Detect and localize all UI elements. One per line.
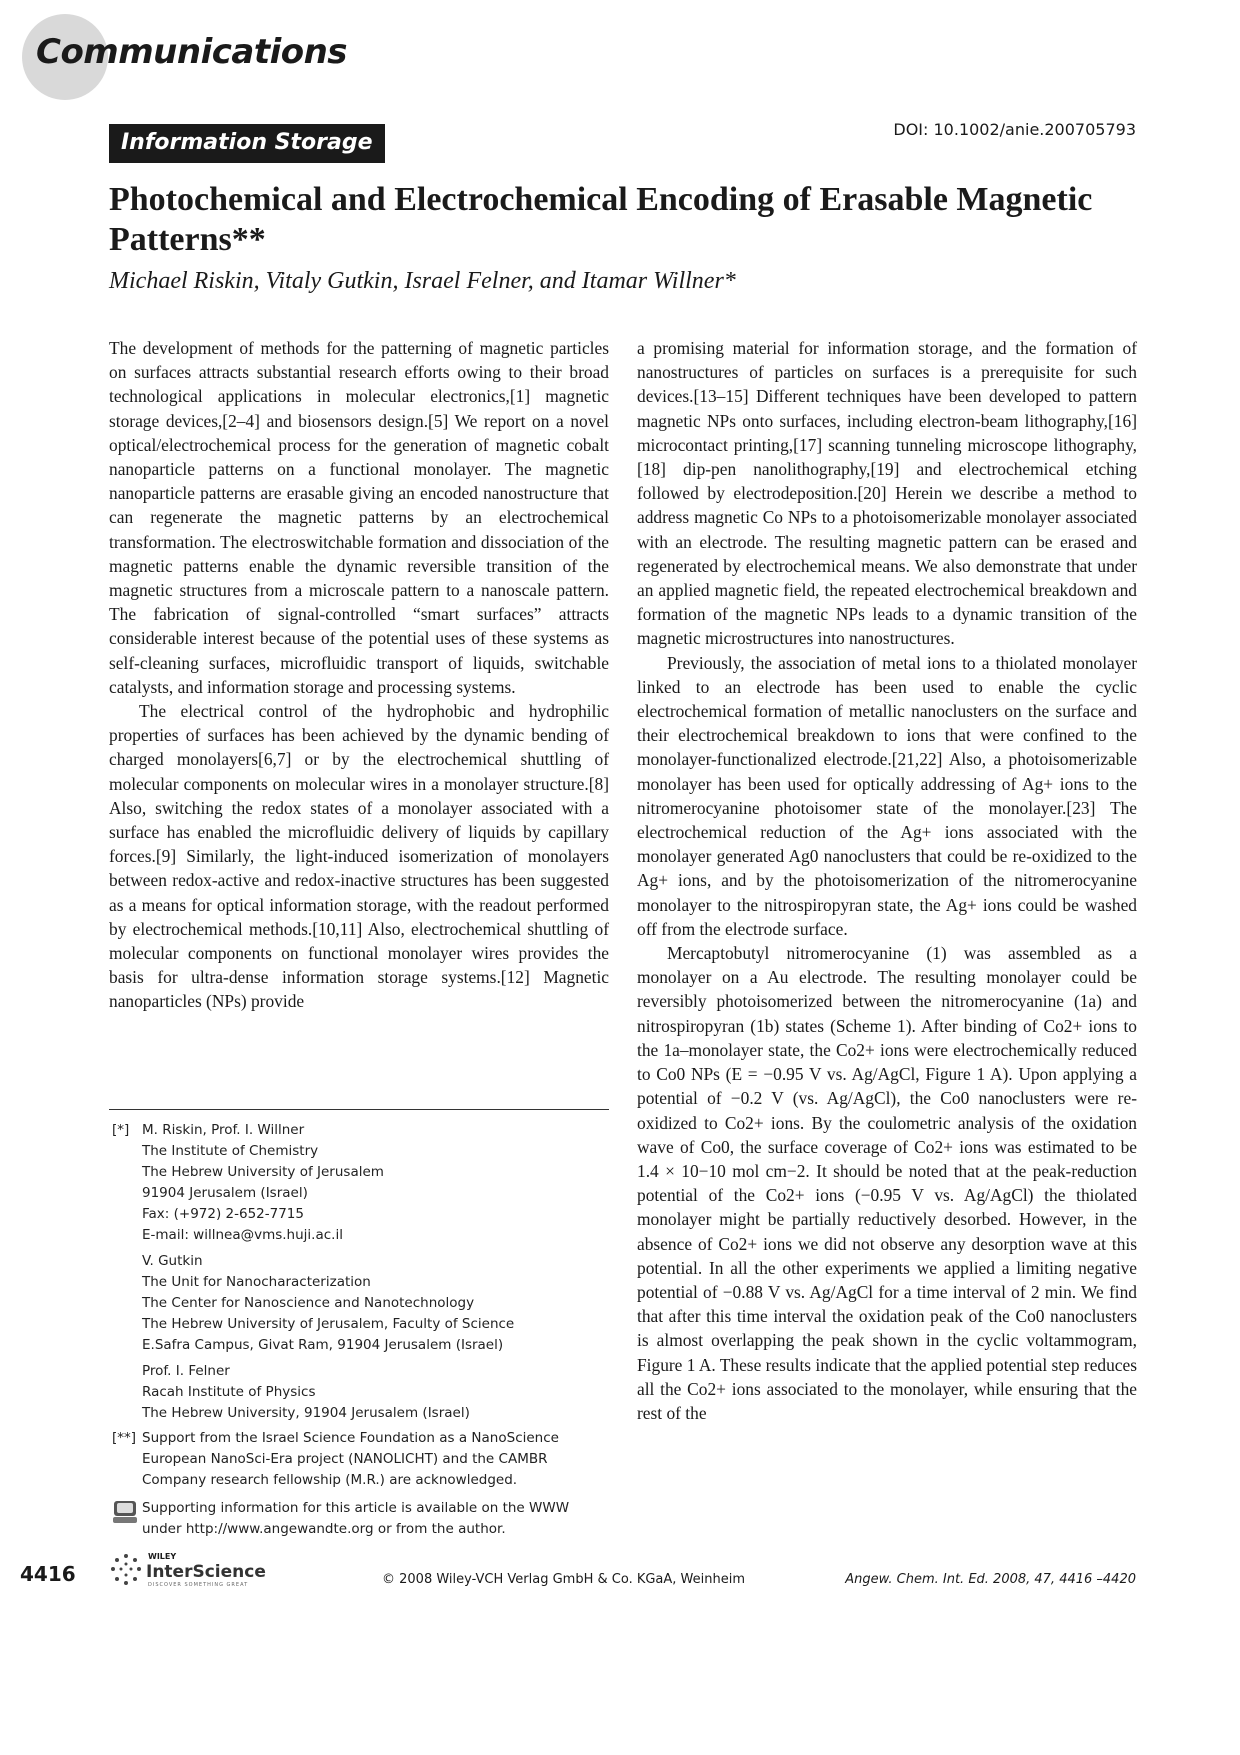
- footnote-line: Racah Institute of Physics: [142, 1384, 316, 1400]
- left-column: [109, 336, 609, 1014]
- footnote-line: E.Safra Campus, Givat Ram, 91904 Jerusalem (Israel): [142, 1337, 504, 1353]
- logo-interscience-text: InterScience: [146, 1562, 266, 1582]
- logo-wiley-text: WILEY: [148, 1552, 177, 1561]
- footnote-marker: [*]: [112, 1122, 130, 1138]
- footnote-email[interactable]: E-mail: willnea@vms.huji.ac.il: [142, 1227, 343, 1243]
- page-number: 4416: [20, 1562, 76, 1586]
- footnote-separator: [109, 1109, 609, 1110]
- copyright: © 2008 Wiley-VCH Verlag GmbH & Co. KGaA, Weinheim: [382, 1572, 746, 1587]
- footnote-link[interactable]: under http://www.angewandte.org or from the author.: [142, 1521, 506, 1537]
- article-title: Photochemical and Electrochemical Encoding of Erasable Magnetic Patterns**: [109, 181, 1093, 258]
- paragraph: Mercaptobutyl nitromerocyanine (1) was assembled as a monolayer on a Au electrode. The resulting monolayer could be reversibly photoisomerized between the nitromerocyanine (1a) and nitrospiropyran (1b) states (Scheme 1). After binding of Co2+ ions to the 1a–monolayer state, the Co2+ ions were electrochemically reduced to Co0 NPs (E = −0.95 V vs. Ag/AgCl, Figure 1 A). Upon applying a potential of −0.2 V (vs. Ag/AgCl), the Co0 nanoclusters were re-oxidized to Co2+ ions. By the coulometric analysis of the oxidation wave of Co0, the surface coverage of Co2+ ions was estimated to be 1.4 × 10−10 mol cm−2. It should be noted that at the peak-reduction potential of the Co2+ ions (−0.95 V vs. Ag/AgCl) the thiolated monolayer might be partially reductively desorbed. However, in the absence of Co2+ ions we did not observe any desorption wave at this potential. In all the other experiments we applied a limiting negative potential of −0.88 V vs. Ag/AgCl for a time interval of 2 min. We find that after this time interval the oxidation peak of the Co0 nanoclusters is almost overlapping the peak shown in the cyclic voltammogram, Figure 1 A. These results indicate that the applied potential step reduces all the Co2+ ions associated to the monolayer, while ensuring that the rest of the: [637, 943, 1138, 1423]
- interscience-logo: [108, 1552, 278, 1590]
- journal-citation: Angew. Chem. Int. Ed. 2008, 47, 4416 –4420: [845, 1572, 1136, 1587]
- paragraph: The electrical control of the hydrophobic and hydrophilic properties of surfaces has been achieved by the dynamic bending of charged monolayers[6,7] or by the electrochemical shuttling of molecular components on molecular wires in a monolayer structure.[8] Also, switching the redox states of a monolayer associated with a surface has enabled the microfluidic delivery of liquids by capillary forces.[9] Similarly, the light-induced isomerization of monolayers between redox-active and redox-inactive structures has been suggested as a means for optical information storage, with the readout performed by electrochemical methods.[10,11] Also, electrochemical shuttling of molecular components on functional monolayer wires provides the basis for ultra-dense information storage systems.[12] Magnetic nanoparticles (NPs) provide: [109, 701, 609, 1012]
- footnote-line: The Unit for Nanocharacterization: [142, 1274, 371, 1290]
- footnote-line: The Center for Nanoscience and Nanotechnology: [142, 1295, 475, 1311]
- footnote-acknowledgment: [112, 1428, 612, 1491]
- footnote-line: Company research fellowship (M.R.) are acknowledged.: [142, 1472, 518, 1488]
- footnote-line: M. Riskin, Prof. I. Willner: [142, 1122, 305, 1138]
- footnote-line: European NanoSci-Era project (NANOLICHT) and the CAMBR: [142, 1451, 548, 1467]
- footnote-affiliations: [112, 1120, 612, 1424]
- right-column: [637, 336, 1137, 1425]
- paragraph: Previously, the association of metal ions to a thiolated monolayer linked to an electrode has been used to enable the cyclic electrochemical formation of metallic nanoclusters on the surface and their electrochemical breakdown to ions that were confined to the monolayer-functionalized electrode.[21,22] Also, a photoisomerizable monolayer has been used for optically addressing of Ag+ ions to the nitromerocyanine photoisomer state of the monolayer.[23] The electrochemical reduction of the Ag+ ions associated with the monolayer generated Ag0 nanoclusters that could be re-oxidized to the Ag+ ions, and by the photoisomerization of the nitromerocyanine monolayer to the nitrospiropyran state, the Ag+ ions could be washed off from the electrode surface.: [637, 652, 1137, 939]
- footnote-line: Fax: (+972) 2-652-7715: [142, 1206, 304, 1222]
- footnote-line: Support from the Israel Science Foundation as a NanoScience: [142, 1430, 559, 1446]
- article-authors: Michael Riskin, Vitaly Gutkin, Israel Felner, and Itamar Willner*: [109, 268, 736, 294]
- footnote-line: The Hebrew University of Jerusalem: [142, 1164, 384, 1180]
- doi-label[interactable]: DOI: 10.1002/anie.200705793: [893, 120, 1136, 139]
- footnote-line: The Institute of Chemistry: [142, 1143, 319, 1159]
- footnote-line: Prof. I. Felner: [142, 1363, 230, 1379]
- paragraph: The development of methods for the patterning of magnetic particles on surfaces attracts substantial research efforts owing to their broad technological applications in molecular electronics,[1] magnetic storage devices,[2–4] and biosensors design.[5] We report on a novel optical/electrochemical process for the generation of magnetic cobalt nanoparticle patterns on a functional monolayer. The magnetic nanoparticle patterns are erasable giving an encoded nanostructure that can regenerate the magnetic patterns by an electrochemical transformation. The electroswitchable formation and dissociation of the magnetic patterns enable the dynamic reversible transition of the magnetic structures from a microscale pattern to a nanoscale pattern. The fabrication of signal-controlled “smart surfaces” attracts considerable interest because of the potential uses of these systems as self-cleaning surfaces, microfluidic transport of liquids, switchable catalysts, and information storage and processing systems.: [109, 338, 609, 697]
- paragraph: a promising material for information storage, and the formation of nanostructures of particles on surfaces is a prerequisite for such devices.[13–15] Different techniques have been developed to pattern magnetic NPs onto surfaces, including electron-beam lithography,[16] microcontact printing,[17] scanning tunneling microscope lithography,[18] dip-pen nanolithography,[19] and electrochemical etching followed by electrodeposition.[20] Herein we describe a method to address magnetic Co NPs to a photoisomerizable monolayer associated with an electrode. The resulting magnetic pattern can be erased and regenerated by electrochemical means. We also demonstrate that under an applied magnetic field, the repeated electrochemical breakdown and formation of the magnetic NPs leads to a dynamic transition of the magnetic microstructures into nanostructures.: [637, 338, 1137, 649]
- category-tag: Information Storage: [109, 124, 385, 163]
- footnote-marker: [**]: [112, 1430, 137, 1446]
- logo-tagline: DISCOVER SOMETHING GREAT: [148, 1582, 249, 1588]
- computer-icon: [112, 1500, 138, 1531]
- logo-dots-icon: [108, 1552, 144, 1588]
- footnote-line: V. Gutkin: [142, 1253, 203, 1269]
- footnote-supporting-info: [112, 1498, 612, 1540]
- footnote-line: The Hebrew University, 91904 Jerusalem (Israel): [142, 1405, 470, 1421]
- footnote-line: The Hebrew University of Jerusalem, Faculty of Science: [142, 1316, 515, 1332]
- footnote-line: 91904 Jerusalem (Israel): [142, 1185, 308, 1201]
- footnote-line: Supporting information for this article is available on the WWW: [142, 1500, 570, 1516]
- section-heading: Communications: [36, 32, 348, 72]
